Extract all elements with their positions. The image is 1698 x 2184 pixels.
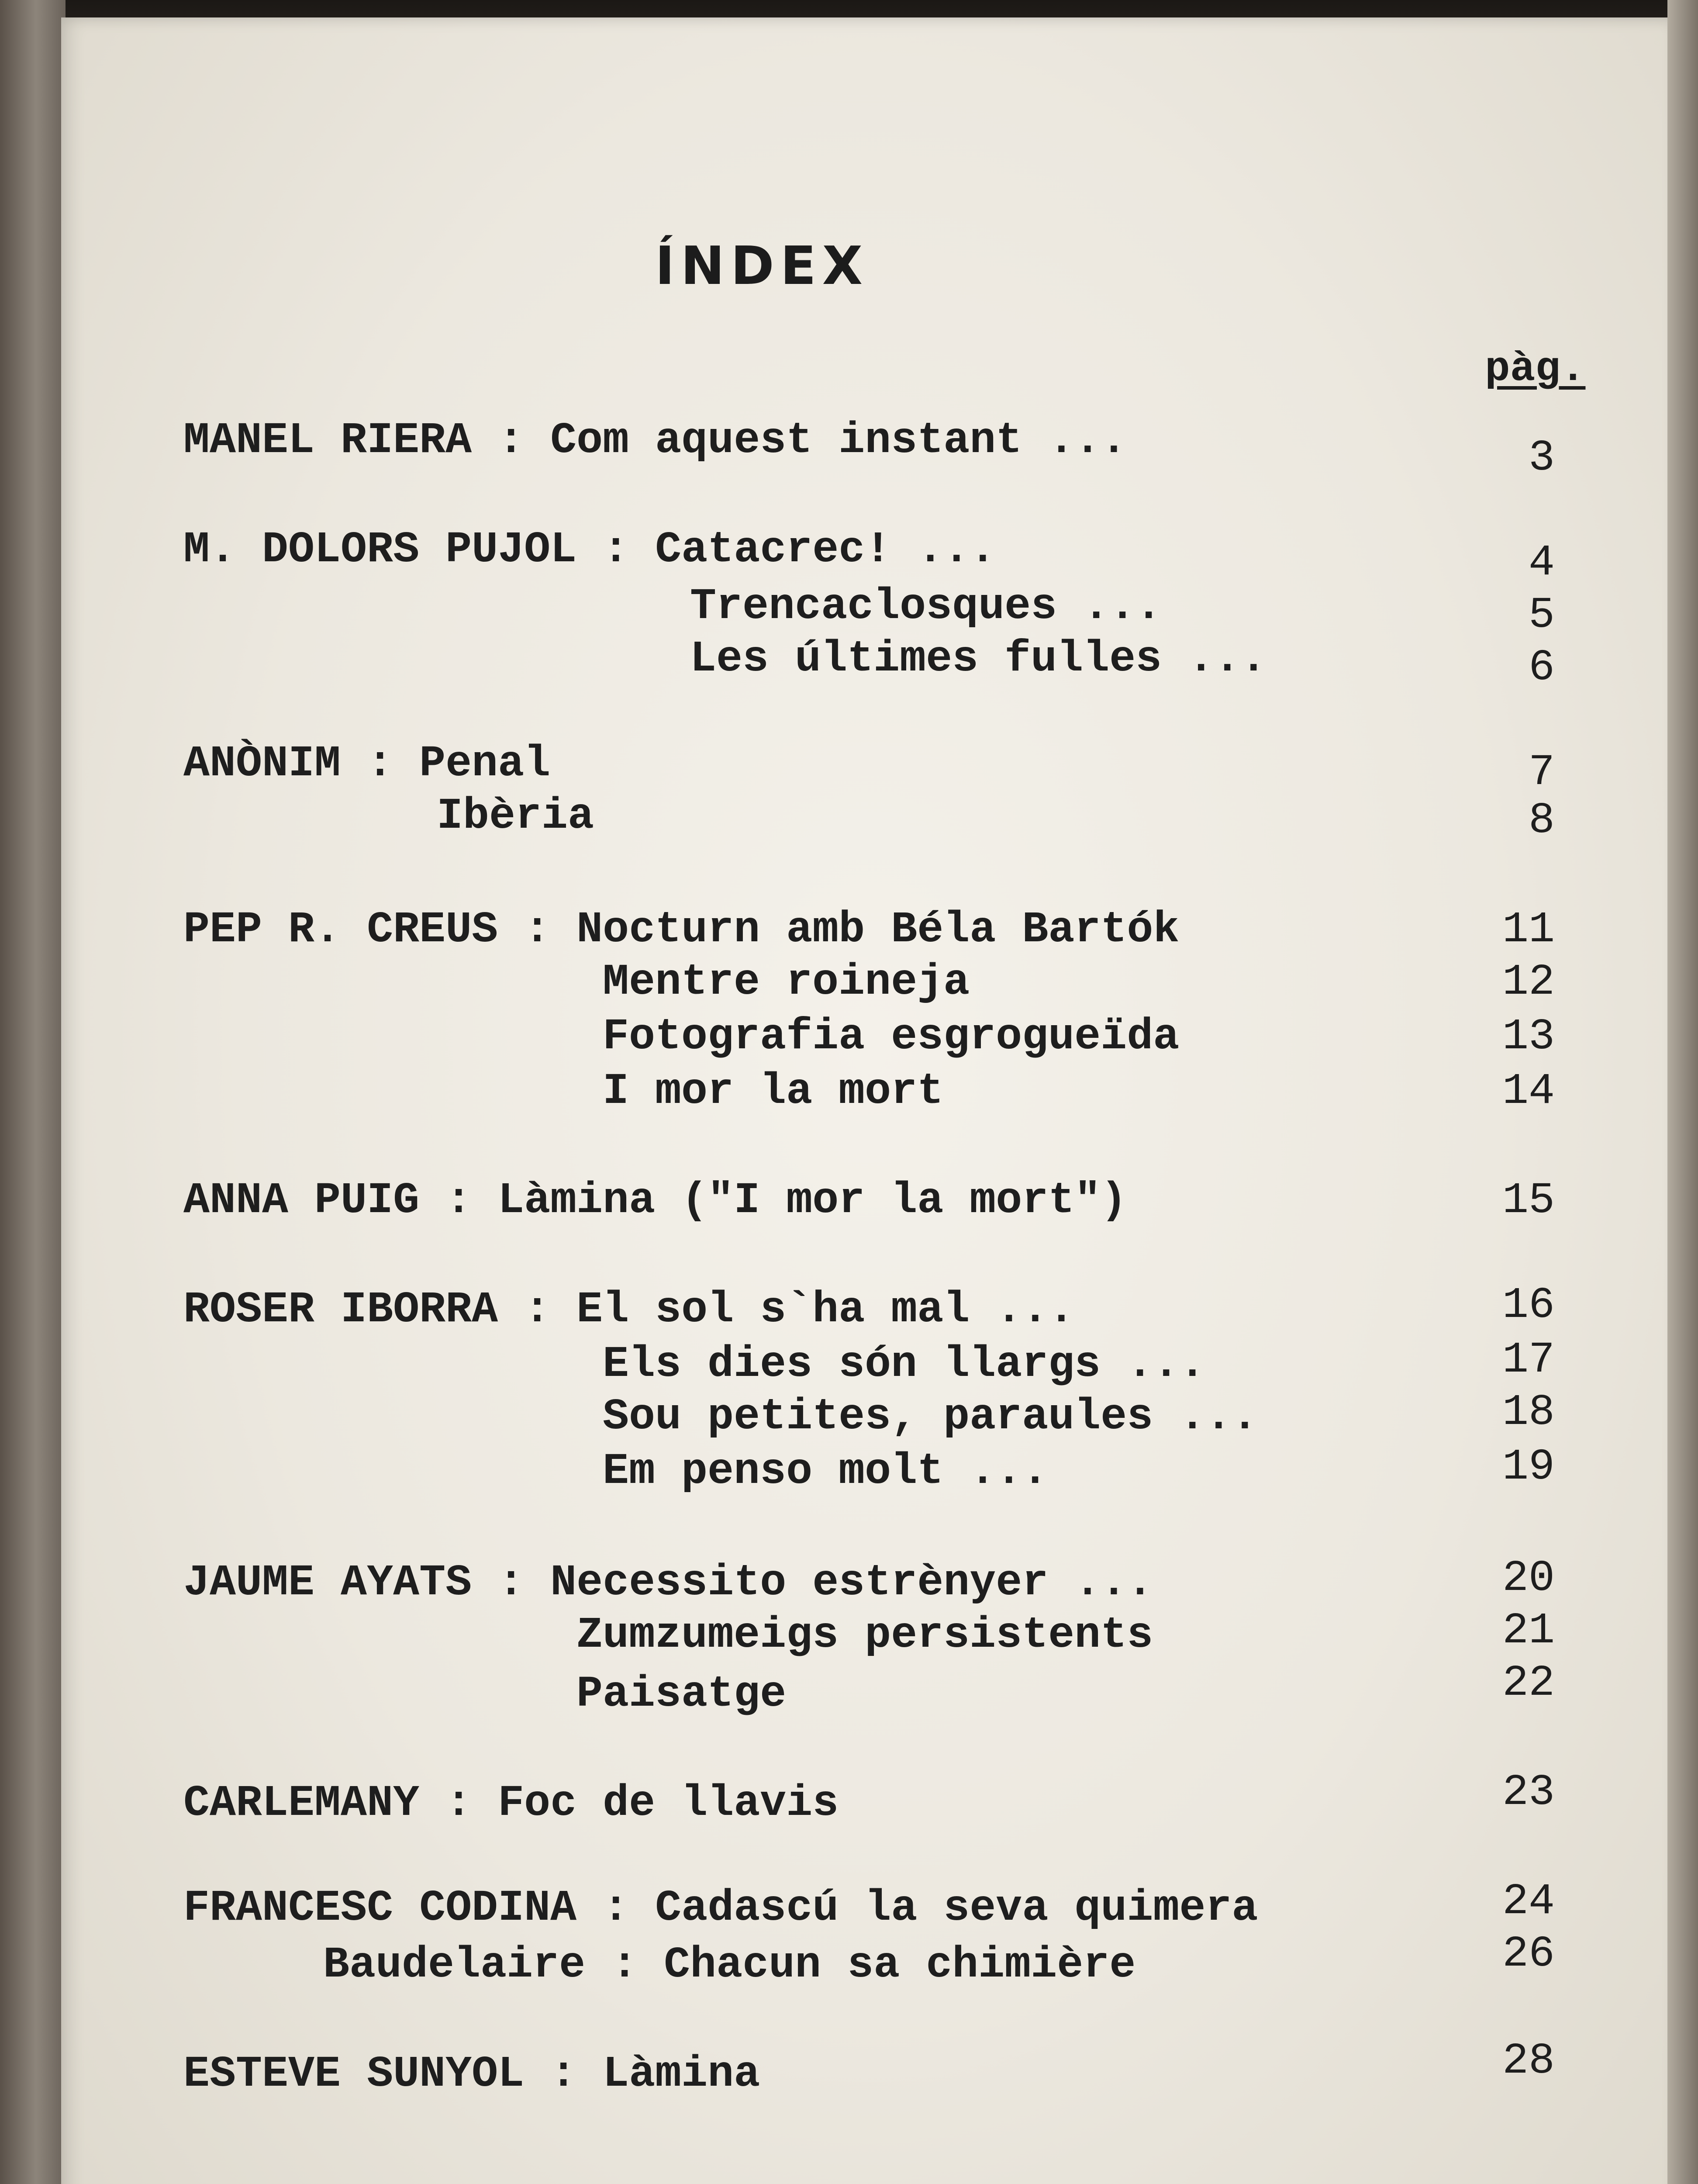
index-entry: Ibèria bbox=[437, 792, 594, 841]
page-number: 23 bbox=[1502, 1768, 1555, 1818]
page-number: 8 bbox=[1528, 796, 1555, 846]
page-number: 3 bbox=[1528, 434, 1555, 483]
page-number: 7 bbox=[1528, 748, 1555, 798]
page-number: 22 bbox=[1502, 1659, 1555, 1708]
page-number: 26 bbox=[1502, 1930, 1555, 1979]
index-entry: M. DOLORS PUJOL : Catacrec! ... bbox=[183, 525, 996, 575]
page-number: 20 bbox=[1502, 1554, 1555, 1603]
index-entry: MANEL RIERA : Com aquest instant ... bbox=[183, 416, 1127, 466]
book-spine-edge bbox=[0, 0, 66, 2184]
page-number: 14 bbox=[1502, 1067, 1555, 1116]
index-entry: JAUME AYATS : Necessito estrènyer ... bbox=[183, 1559, 1153, 1608]
page-number: 21 bbox=[1502, 1607, 1555, 1656]
page-title: ÍNDEX bbox=[655, 236, 869, 297]
page-number: 12 bbox=[1502, 958, 1555, 1007]
index-entry: ROSER IBORRA : El sol s`ha mal ... bbox=[183, 1286, 1075, 1335]
page-number: 4 bbox=[1528, 539, 1555, 588]
page-number: 6 bbox=[1528, 643, 1555, 693]
index-entry: Els dies són llargs ... bbox=[603, 1340, 1206, 1389]
index-entry: ESTEVE SUNYOL : Làmina bbox=[183, 2050, 760, 2099]
page-number: 16 bbox=[1502, 1281, 1555, 1330]
index-entry: Mentre roineja bbox=[603, 958, 970, 1007]
index-entry: Trencaclosques ... bbox=[690, 582, 1162, 632]
index-entry: Em penso molt ... bbox=[603, 1447, 1049, 1496]
index-entry: I mor la mort bbox=[603, 1067, 944, 1116]
page-number: 17 bbox=[1502, 1336, 1555, 1385]
page-column-header: pàg. bbox=[1485, 345, 1586, 393]
index-entry: Les últimes fulles ... bbox=[690, 635, 1267, 684]
index-entry: ANÒNIM : Penal bbox=[183, 740, 551, 789]
index-entry: Baudelaire : Chacun sa chimière bbox=[323, 1941, 1136, 1990]
index-entry: Zumzumeigs persistents bbox=[576, 1611, 1153, 1660]
page-number: 13 bbox=[1502, 1013, 1555, 1062]
index-entry: ANNA PUIG : Làmina ("I mor la mort") bbox=[183, 1176, 1127, 1226]
page-number: 11 bbox=[1502, 905, 1555, 955]
index-entry: Sou petites, paraules ... bbox=[603, 1393, 1258, 1442]
page-number: 19 bbox=[1502, 1443, 1555, 1492]
page-number: 5 bbox=[1528, 591, 1555, 640]
index-entry: CARLEMANY : Foc de llavis bbox=[183, 1779, 839, 1828]
index-entry: Fotografia esgrogueïda bbox=[603, 1013, 1180, 1062]
page-number: 15 bbox=[1502, 1176, 1555, 1226]
index-entry: PEP R. CREUS : Nocturn amb Béla Bartók bbox=[183, 905, 1180, 955]
index-entry: FRANCESC CODINA : Cadascú la seva quimera bbox=[183, 1884, 1258, 1933]
index-entry: Paisatge bbox=[576, 1670, 787, 1719]
page-right-edge bbox=[1667, 0, 1698, 2184]
page-number: 28 bbox=[1502, 2037, 1555, 2086]
page-number: 18 bbox=[1502, 1388, 1555, 1438]
page-number: 24 bbox=[1502, 1877, 1555, 1927]
